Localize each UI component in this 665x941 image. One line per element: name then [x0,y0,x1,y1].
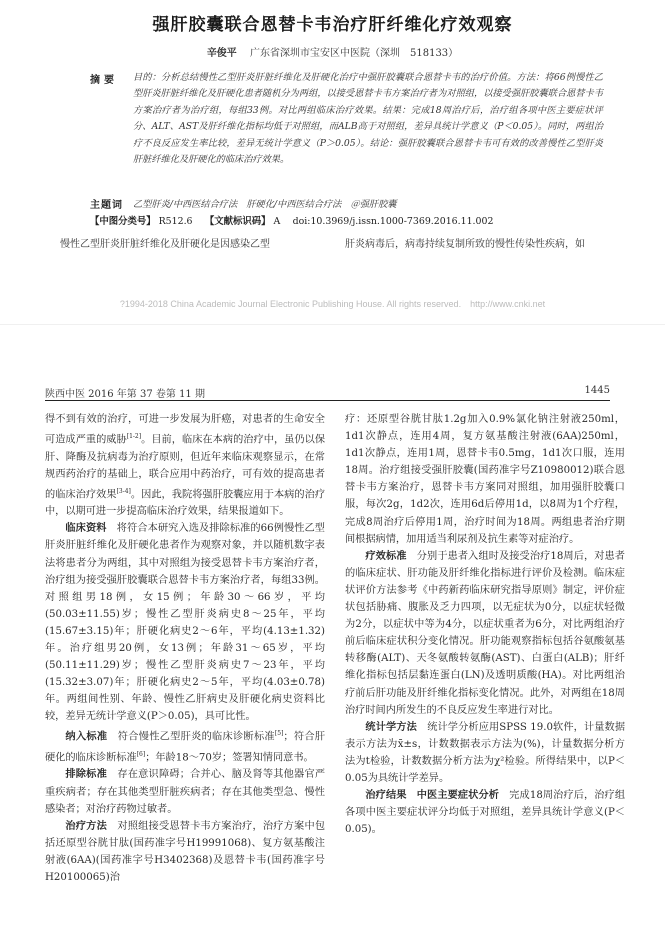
paragraph: 疗效标准 分别于患者入组时及接受治疗18周后，对患者的临床症状、肝功能及肝纤维化指标进行评价及检测。临床症状评价方法参考《中药新药临床研究指导原则》制定，评价症状包括胁痛、腹胀及乏力四项，以无症状为0分，以症状轻微为2分，以症状中等为4分，以症状重者为6分，对比两组治疗前后临床症状积分变化情况。肝功能观察指标包括谷氨酸氨基转移酶(ALT)、天冬氨酸转氨酶(AST)、白蛋白(ALB)；肝纤维化指标包括层黏连蛋白(LN)及透明质酸(HA)。对比两组治疗前后肝功能及肝纤维化指标变化情况。此外，对两组在18周治疗时间内所发生的不良反应发生率进行对比。 [345,550,625,716]
paragraph: 排除标准 存在意识障碍；合并心、脑及肾等其他器官严重疾病者；存在其他类型肝脏疾病者；存在其他类型急、慢性感染者；对治疗药物过敏者。 [45,769,326,815]
intro-right: 肝炎病毒后，病毒持续复制所致的慢性传染性疾病，如 [345,239,585,250]
left-column [45,411,325,886]
doc-value: A [273,216,281,227]
section-heading: 临床资料 [65,523,107,535]
header-rule [45,400,610,401]
section-heading: 治疗方法 [65,820,107,832]
page-separator [0,324,665,325]
doc-label: 【文献标识码】 [204,216,271,227]
doi: doi:10.3969/j.issn.1000-7369.2016.11.002 [292,216,494,227]
paragraph: 临床资料 将符合本研究入选及排除标准的66例慢性乙型肝炎肝脏纤维化及肝硬化患者作为观察对象，并以随机数字表法将患者分为两组，其中对照组为接受恩替卡韦方案治疗者，治疗组为接受强肝胶囊联合恩替卡韦方案治疗者，每组33例。对照组男18例，女15例；年龄30～66岁，平均(50.03±11.55)岁；慢性乙型肝炎病史8～25年，平均(15.67±3.15)年；肝硬化病史2～6年，平均(4.13±1.32)年。治疗组男20例，女13例；年龄31～65岁，平均(50.11±11.29)岁；慢性乙型肝炎病史7～23年，平均(15.32±3.07)年；肝硬化病史2～5年，平均(4.03±0.78)年。两组间性别、年龄、慢性乙肝病史及肝硬化病史资料比较，差异无统计学意义(P＞0.05)，具可比性。 [45,523,325,723]
paragraph: 统计学方法 统计学分析应用SPSS 19.0软件，计量数据表示方法为x̄±s，计数数据表示方法为(%)，计量数据分析方法为t检验，计数数据分析方法为χ²检验。所得结果中，以P＜0.05为具统计学差异。 [345,721,626,784]
section-heading: 统计学方法 [365,721,417,733]
article-title: 强肝胶囊联合恩替卡韦治疗肝纤维化疗效观察 [152,15,513,35]
abstract-text: 目的：分析总结慢性乙型肝炎肝脏纤维化及肝硬化治疗中强肝胶囊联合恩替卡韦的治疗价值。方法：将66例慢性乙型肝炎肝脏纤维化及肝硬化患者随机分为两组，以接受恩替卡韦方案治疗者为对照组，以接受强肝胶囊联合恩替卡韦方案治疗者为治疗组，每组33例。对比两组临床治疗效果。结果：完成18周治疗后，治疗组各项中医主要症状评分、ALT、AST及肝纤维化指标均低于对照组，而ALB高于对照组，差异具统计学意义（P＜0.05）。同时，两组治疗不良反应发生率比较，差异无统计学意义（P＞0.05）。结论：强肝胶囊联合恩替卡韦可有效的改善慢性乙型肝炎肝脏纤维化及肝硬化的临床治疗效果。 [133,72,603,166]
running-header [45,385,610,400]
paragraph: 治疗结果 中医主要症状分析 完成18周治疗后，治疗组各项中医主要症状评分均低于对照组，差异具统计学意义(P＜0.05)。 [345,790,626,836]
cls-label: 【中图分类号】 [90,216,156,227]
subsection-heading: 中医主要症状分析 [416,790,499,802]
right-column [345,411,625,838]
author-affiliation: 广东省深圳市宝安区中医院（深圳 518133） [250,48,459,59]
paragraph: 治疗方法 对照组接受恩替卡韦方案治疗，治疗方案中包括还原型谷胱甘肽(国药准字号H19991068)、复方氨基酸注射液(6AA)(国药准字号H3402368)及恩替卡韦(国药准字号H20100065)治 [45,820,326,883]
section-heading: 排除标准 [65,769,107,781]
copyright-notice: ?1994-2018 China Academic Journal Electronic Publishing House. All rights reserved. http://www.cnki.net [119,299,546,309]
section-heading: 纳入标准 [65,731,108,743]
author-line [0,44,665,59]
keywords-label: 主题词 [90,200,123,211]
page-number: 1445 [584,385,610,396]
previous-page [0,0,665,320]
section-heading: 治疗结果 [365,790,407,802]
author-name: 辛俊平 [206,48,237,59]
intro-left: 慢性乙型肝炎肝脏纤维化及肝硬化是因感染乙型 [60,239,270,250]
section-heading: 疗效标准 [365,550,407,562]
cls-value: R512.6 [158,216,193,227]
classification-line [90,213,493,227]
abstract-label: 摘要 [90,75,118,86]
keywords-text: 乙型肝炎/中西医结合疗法 肝硬化/中西医结合疗法 ＠强肝胶囊 [133,199,397,210]
paragraph: 纳入标准 符合慢性乙型肝炎的临床诊断标准[5]；符合肝硬化的临床诊断标准[6]；年龄18～70岁；签署知情同意书。 [45,730,326,764]
paragraph: 疗：还原型谷胱甘肽1.2g加入0.9%氯化钠注射液250ml，1d1次静点，连用4周，复方氨基酸注射液(6AA)250ml，1d1次静点，连用1周，恩替卡韦0.5mg，1d1次口服，连用18周。治疗组接受强肝胶囊(国药准字号Z10980012)联合恩替卡韦方案治疗，恩替卡韦方案同对照组，加用强肝胶囊口服，每次2g，1d2次，连用6d后停用1d，以8周为1个疗程，完成8周治疗后停用1周，治疗时间为18周。两组患者治疗期间根据病情，加用适当利尿剂及抗生素等对症治疗。 [345,414,625,545]
paragraph: 得不到有效的治疗，可进一步发展为肝癌，对患者的生命安全可造成严重的威胁[1-2]。目前，临床在本病的治疗中，虽仍以保肝、降酶及抗病毒为治疗原则，但近年来临床观察显示，在常规西药治疗的基础上，联合应用中药治疗，可有效的提高患者的临床治疗效果[3-4]。因此，我院将强肝胶囊应用于本病的治疗中，以期可进一步提高临床治疗效果，结果报道如下。 [45,414,326,518]
journal-issue: 陕西中医 2016 年第 37 卷第 11 期 [45,389,205,400]
